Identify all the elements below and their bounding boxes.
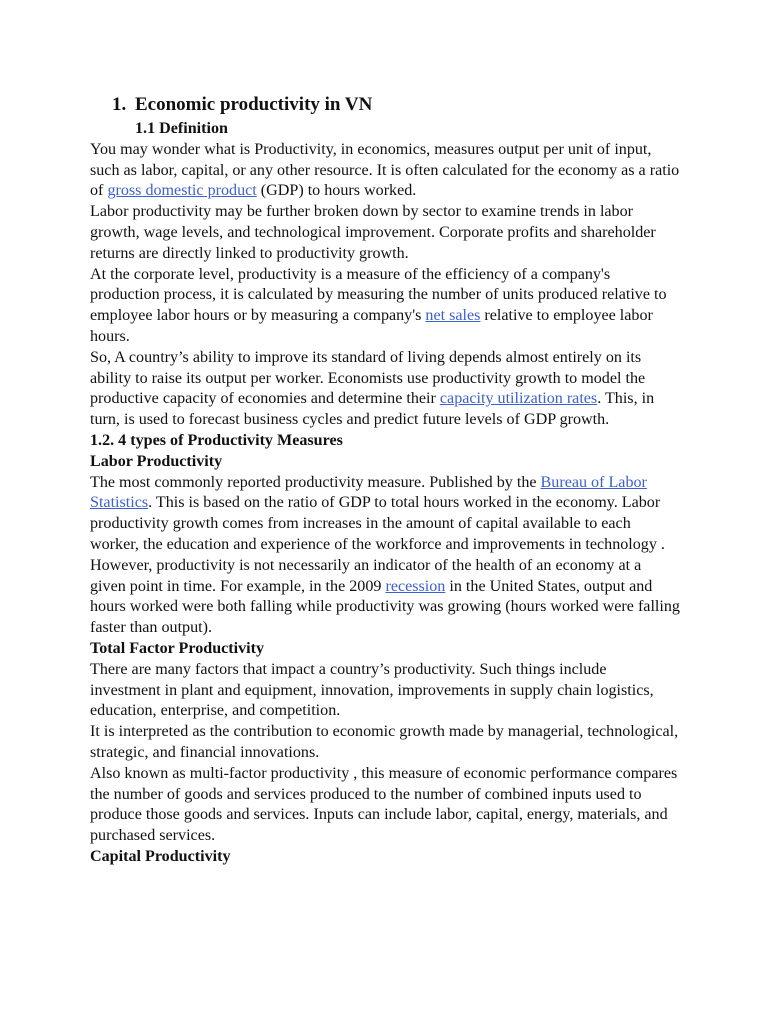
paragraph-text: You may wonder what is Productivity, in economics, measures output per unit of input, such as labor, capital, or any other resource. It is often calculated for the economy as a ratio of [90,140,680,200]
paragraph-text: . This, in turn, is used to forecast business cycles and predict future levels of GDP growth. [90,390,655,429]
main-heading [112,93,680,117]
paragraph-text: The most commonly reported productivity measure. Published by the [90,473,541,491]
paragraph-text: in the United States, output and hours worked were both falling while productivity was growing (hours worked were falling faster than output). [90,577,680,637]
bls-link[interactable]: Bureau of Labor Statistics [90,473,647,512]
paragraph-text: (GDP) to hours worked. [256,182,417,200]
document-body [90,93,680,868]
section-definition-heading: 1.1 Definition [135,120,228,137]
gdp-link[interactable]: gross domestic product [107,182,257,200]
tfp-paragraph-3: Also known as multi-factor productivity , this measure of economic performance compares the number of goods and services produced to the number of combined inputs used to produce those goods and services. Inputs can include labor, capital, energy, materials, and purchased services. [90,764,678,845]
paragraph-text: So, A country’s ability to improve its standard of living depends almost entirely on its ability to raise its output per worker. Economists use productivity growth to model the productive capacity of economies and determine their [90,348,646,408]
net-sales-link[interactable]: net sales [425,307,481,325]
tfp-paragraph-2: It is interpreted as the contribution to economic growth made by managerial, technological, strategic, and financial innovations. [90,723,679,761]
capital-productivity-heading: Capital Productivity [90,847,231,865]
paragraph-text: At the corporate level, productivity is a measure of the efficiency of a company's production process, it is calculated by measuring the number of units produced relative to employee labor hours or by measuring a company's [90,265,667,325]
labor-productivity-heading: Labor Productivity [90,452,223,470]
labor-paragraph-2 [90,556,680,639]
paragraph-text: relative to employee labor hours. [90,307,653,345]
definition-paragraph-2: Labor productivity may be further broken down by sector to examine trends in labor growth, wage levels, and technological improvement. Corporate profits and shareholder returns are directly linked to productivity growth. [90,203,656,262]
heading-title: Economic productivity in VN [135,94,373,115]
tfp-paragraph-1: There are many factors that impact a country’s productivity. Such things include investment in plant and equipment, innovation, improvements in supply chain logistics, education, enterprise, and competition. [90,660,654,720]
capacity-utilization-link[interactable]: capacity utilization rates [439,390,598,408]
definition-paragraph-1 [90,140,680,202]
section-measures-heading: 1.2. 4 types of Productivity Measures [90,431,343,449]
paragraph-text: However, productivity is not necessarily an indicator of the health of an economy at a given point in time. For example, in the 2009 [90,556,642,595]
labor-paragraph-1 [90,473,680,556]
recession-link[interactable]: recession [385,577,446,595]
tfp-heading: Total Factor Productivity [90,639,265,657]
heading-number: 1. [112,94,127,115]
paragraph-text: . This is based on the ratio of GDP to total hours worked in the economy. Labor productivity growth comes from increases in the amount of capital available to each worker, the education and experience of the workforce and improvements in technology . [90,494,665,553]
definition-paragraph-4 [90,348,680,431]
definition-paragraph-3 [90,265,680,348]
